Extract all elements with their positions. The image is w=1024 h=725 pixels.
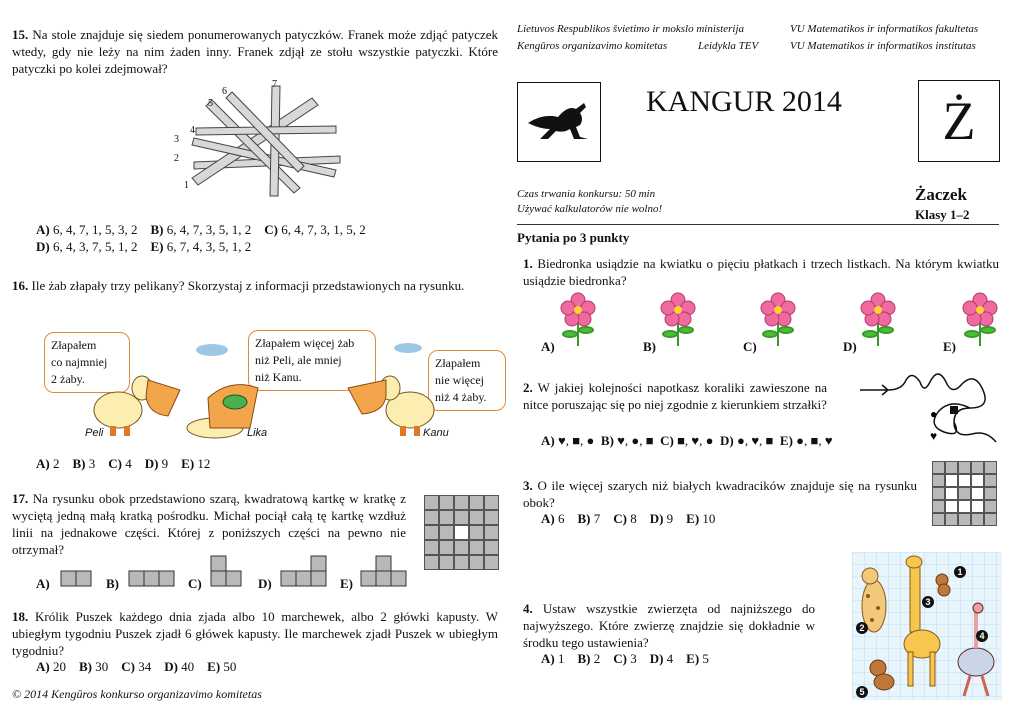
shape-option-d: [280, 555, 328, 589]
answer-option[interactable]: B) 6, 4, 7, 3, 5, 1, 2: [150, 222, 252, 237]
answer-option[interactable]: E) 5: [686, 651, 709, 666]
question-17: [12, 490, 406, 558]
option-label[interactable]: A): [541, 339, 555, 354]
animal-number: 5: [859, 687, 865, 697]
squares-grid: [932, 461, 997, 526]
stick-label: 7: [272, 79, 277, 90]
answer-option[interactable]: A) 1: [541, 651, 565, 666]
answer-option[interactable]: A) 20: [36, 659, 66, 674]
question-text: Na rysunku obok przedstawiono szarą, kwadratową kartkę w kratkę z wyciętą jedną małą kratką pośrodku. Michał pociął całą tę kartkę wzdłuż linii na jednakowe części. Której z poniższych części na pewno nie otrzymał?: [12, 491, 407, 557]
question-number: 18.: [12, 609, 29, 624]
answer-option[interactable]: A) ♥, ■, ●: [541, 433, 595, 448]
question-number: 3.: [523, 478, 533, 493]
answer-option[interactable]: B) 7: [577, 511, 601, 526]
pelican-kanu: [348, 376, 434, 436]
answer-option[interactable]: A) 6: [541, 511, 565, 526]
flowers-figure: [556, 290, 1002, 350]
question-text: Na stole znajduje się siedem ponumerowanych patyczków. Franek może zdjąć patyczek wtedy, gdy nie leży na nim żaden inny. Franek zdjął ze stołu wszystkie patyczki. Które patyczki po kolei zdejmował?: [12, 27, 498, 76]
speech-bubble-peli: Złapałem co najmniej 2 żaby.: [44, 332, 130, 393]
contest-title: KANGUR 2014: [646, 85, 842, 118]
question-text: Biedronka usiądzie na kwiatku o pięciu płatkach i trzech listkach. Na którym kwiatku usiądzie biedronka?: [523, 256, 999, 288]
option-label[interactable]: A): [36, 576, 50, 591]
answer-option[interactable]: E) ●, ■, ♥: [779, 433, 833, 448]
level-name: Żaczek: [915, 185, 967, 204]
answer-option[interactable]: E) 6, 7, 4, 3, 5, 1, 2: [150, 239, 252, 254]
duration-note: Czas trwania konkursu: 50 min: [517, 188, 656, 200]
stick-label: 1: [184, 180, 189, 191]
answer-option[interactable]: C) 8: [613, 511, 637, 526]
option-label[interactable]: C): [743, 339, 757, 354]
answer-option[interactable]: C) 6, 4, 7, 3, 1, 5, 2: [264, 222, 366, 237]
answer-option[interactable]: C) 3: [613, 651, 637, 666]
kangaroo-icon: [518, 83, 600, 161]
option-label[interactable]: B): [106, 576, 119, 591]
option-label[interactable]: E): [943, 339, 956, 354]
shape-option-a: [60, 570, 94, 590]
question-text: O ile więcej szarych niż białych kwadracików znajduje się na rysunku obok?: [523, 478, 918, 510]
answer-option[interactable]: B) 3: [72, 456, 96, 471]
question-number: 1.: [523, 256, 533, 271]
calculator-note: Używać kalkulatorów nie wolno!: [517, 203, 663, 215]
svg-text:♥: ♥: [930, 429, 938, 443]
stick-label: 4: [190, 125, 195, 136]
animal-number: 2: [859, 623, 865, 633]
header-publisher: Leidykla TEV: [698, 40, 759, 52]
question-number: 4.: [523, 601, 533, 616]
pelican-peli: [94, 376, 180, 436]
pelican-name: Kanu: [423, 427, 449, 439]
stick-label: 5: [208, 98, 213, 109]
question-1: [523, 255, 999, 289]
answers-q3: [541, 510, 715, 527]
question-text: W jakiej kolejności napotkasz koraliki zawieszone na nitce poruszając się po niej zgodnie z kierunkiem strzałki?: [523, 380, 827, 412]
question-number: 17.: [12, 491, 29, 506]
pelicans-illustration: [90, 338, 460, 443]
question-3: [523, 477, 917, 511]
answers-q15-row1: [36, 221, 366, 238]
question-number: 2.: [523, 380, 533, 395]
option-label[interactable]: D): [258, 576, 272, 591]
answers-q18: [36, 658, 236, 675]
header-faculty: VU Matematikos ir informatikos fakultetas: [790, 23, 979, 35]
speech-bubble-kanu: Złapałem nie więcej niż 4 żaby.: [428, 350, 506, 411]
animals-figure: [852, 552, 1002, 700]
answer-option[interactable]: D) 9: [144, 456, 169, 471]
pelican-name: Peli: [85, 427, 104, 439]
answer-option[interactable]: E) 10: [686, 511, 716, 526]
option-label[interactable]: D): [843, 339, 857, 354]
answer-option[interactable]: D) ●, ♥, ■: [720, 433, 774, 448]
stick-label: 2: [174, 153, 179, 164]
question-2: [523, 379, 827, 413]
answer-option[interactable]: E) 12: [181, 456, 211, 471]
answer-option[interactable]: A) 6, 4, 7, 1, 5, 3, 2: [36, 222, 138, 237]
level-letter: Ż: [942, 91, 976, 151]
answer-option[interactable]: D) 4: [649, 651, 674, 666]
answer-option[interactable]: D) 40: [164, 659, 195, 674]
answer-option[interactable]: D) 6, 4, 3, 7, 5, 1, 2: [36, 239, 138, 254]
answer-option[interactable]: C) ■, ♥, ●: [660, 433, 714, 448]
question-18: [12, 608, 498, 659]
section-title: Pytania po 3 punkty: [517, 230, 630, 245]
animal-number: 4: [979, 631, 985, 641]
answer-option[interactable]: A) 2: [36, 456, 60, 471]
bead-string-figure: [858, 368, 1002, 450]
answer-option[interactable]: B) 2: [577, 651, 601, 666]
stick-label: 3: [174, 134, 179, 145]
answers-q15-row2: [36, 238, 251, 255]
question-number: 15.: [12, 27, 29, 42]
answers-q16: [36, 455, 210, 472]
answers-q4: [541, 650, 709, 667]
animal-number: 1: [957, 567, 963, 577]
question-text: Królik Puszek każdego dnia zjada albo 10 marchewek, albo 2 główki kapusty. W ubiegłym tygodniu Puszek zjadł 6 główek kapusty. Ile marchewek zjadł Puszek w ubiegłym tygodniu?: [12, 609, 498, 658]
paper-grid: [424, 495, 499, 570]
header-institute: VU Matematikos ir informatikos institutas: [790, 40, 976, 52]
question-16: [12, 277, 498, 294]
option-label[interactable]: E): [340, 576, 353, 591]
question-number: 16.: [12, 278, 29, 293]
level-letter-box: [918, 80, 1000, 162]
animal-number: 3: [925, 597, 931, 607]
speech-bubble-lika: Złapałem więcej żab niż Peli, ale mniej niż Kanu.: [248, 330, 376, 391]
shape-option-e: [360, 555, 408, 589]
pelican-name: Lika: [247, 427, 268, 439]
header-ministry: Lietuvos Respublikos švietimo ir mokslo ministerija: [517, 23, 745, 35]
header-committee: Kengūros organizavimo komitetas: [517, 40, 668, 52]
copyright-footer: © 2014 Kengūros konkurso organizavimo komitetas: [12, 687, 262, 701]
answer-option[interactable]: C) 4: [108, 456, 132, 471]
shape-option-c: [210, 555, 244, 589]
header-divider: [517, 224, 999, 225]
question-text: Ustaw wszystkie zwierzęta od najniższego do najwyższego. Które zwierzę znajdzie się dokładnie w środku tego ustawienia?: [523, 601, 815, 650]
answer-option[interactable]: B) 30: [78, 659, 109, 674]
sticks-figure: [172, 78, 352, 198]
svg-text:●: ●: [930, 407, 938, 421]
kangaroo-logo-box: [517, 82, 601, 162]
answers-q2: [541, 432, 833, 449]
monkey-small: [936, 574, 950, 596]
answer-option[interactable]: D) 9: [649, 511, 674, 526]
question-text: Ile żab złapały trzy pelikany? Skorzystaj z informacji przedstawionych na rysunku.: [31, 278, 465, 293]
answer-option[interactable]: B) ♥, ●, ■: [600, 433, 654, 448]
option-label[interactable]: C): [188, 576, 202, 591]
stick-label: 6: [222, 86, 227, 97]
level-classes: Klasy 1–2: [915, 207, 970, 222]
option-label[interactable]: B): [643, 339, 656, 354]
shape-option-b: [128, 570, 176, 590]
question-4: [523, 600, 815, 651]
question-15: [12, 26, 498, 77]
answer-option[interactable]: C) 34: [121, 659, 152, 674]
answer-option[interactable]: E) 50: [207, 659, 237, 674]
